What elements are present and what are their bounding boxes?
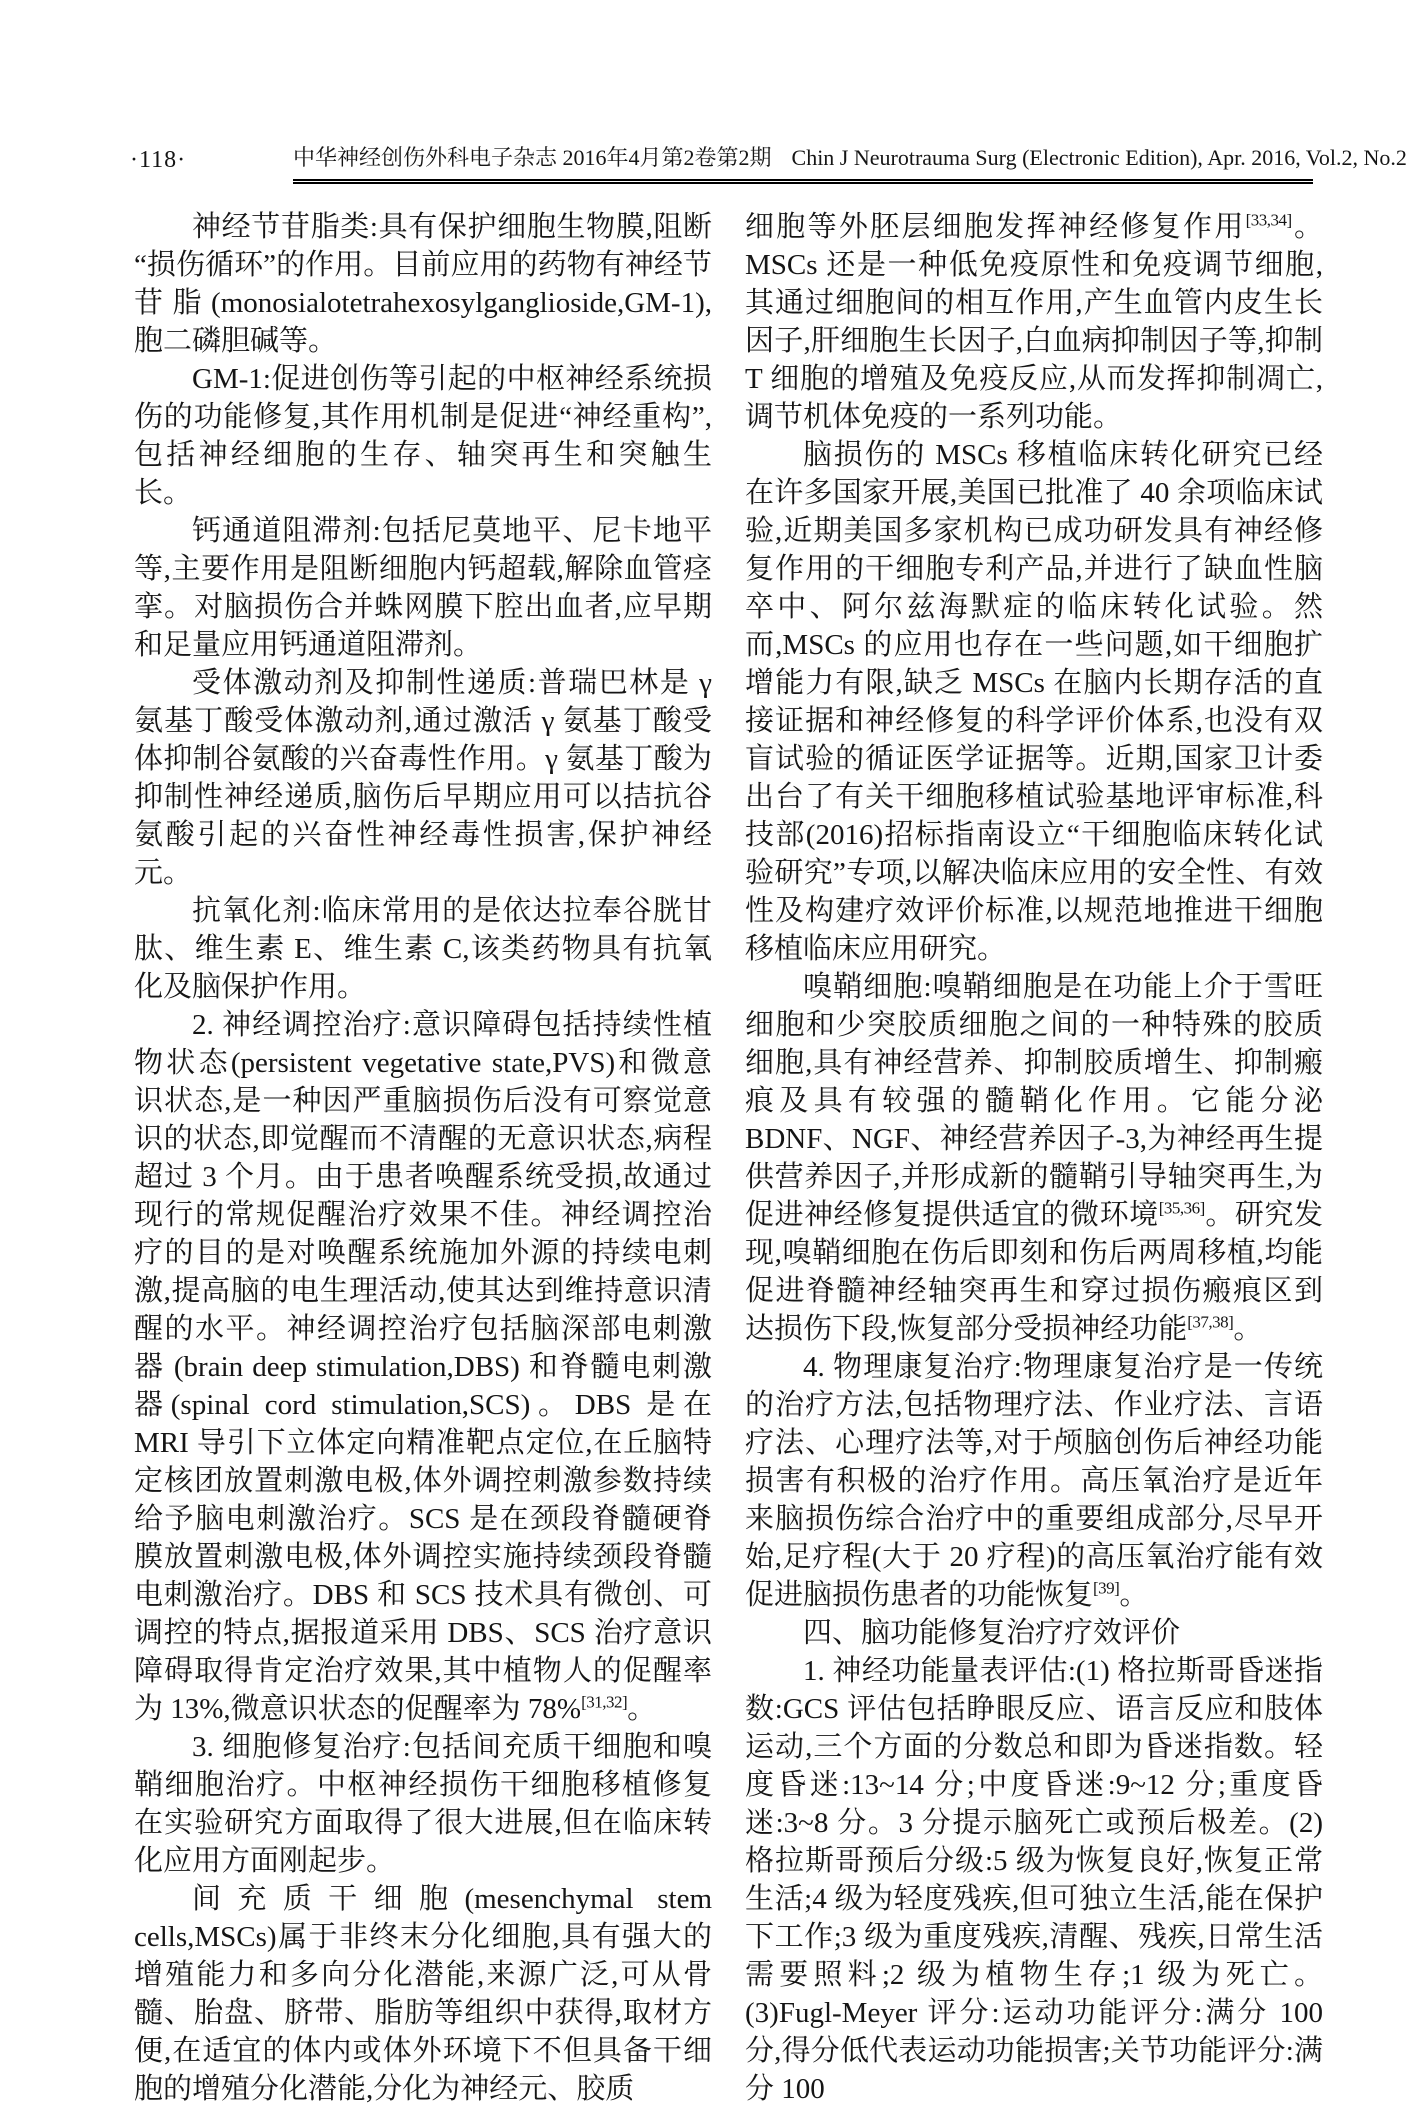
paragraph-calcium-blockers: 钙通道阻滞剂:包括尼莫地平、尼卡地平等,主要作用是阻断细胞内钙超载,解除血管痉挛。对脑损伤合并蛛网膜下腔出血者,应早期和足量应用钙通道阻滞剂。 [134,515,712,661]
text-column-left [134,208,712,2108]
running-header [293,141,1407,184]
citation-reference: [31,32] [581,1692,628,1712]
paragraph-mscs-clinical: 脑损伤的 MSCs 移植临床转化研究已经在许多国家开展,美国已批准了 40 余项临床试验,近期美国多家机构已成功研发具有神经修复作用的干细胞专利产品,并进行了缺血性脑卒中、阿尔兹海默症的临床转化试验。然而,MSCs 的应用也存在一些问题,如干细胞扩增能力有限,缺乏 MSCs 在脑内长期存活的直接证据和神经修复的科学评价体系,也没有双盲试验的循证医学证据等。近期,国家卫计委出台了有关干细胞移植试验基地评审标准,科技部(2016)招标指南设立“干细胞临床转化试验研究”专项,以解决临床应用的安全性、有效性及构建疗效评价标准,以规范地推进干细胞移植临床应用研究。 [745,439,1323,965]
page-number: ·118· [130,147,187,173]
citation-reference: [39] [1093,1578,1120,1598]
paragraph-mscs-part1: 间充质干细胞(mesenchymal stem cells,MSCs)属于非终末分化细胞,具有强大的增殖能力和多向分化潜能,来源广泛,可从骨髓、胎盘、脐带、脂肪等组织中获得,取材方便,在适宜的体内或体外环境下不但具备干细胞的增殖分化潜能,分化为神经元、胶质 [134,1883,712,2105]
paragraph-ganglioside: 神经节苷脂类:具有保护细胞生物膜,阻断“损伤循环”的作用。目前应用的药物有神经节苷脂(monosialotetrahexosylganglioside,GM-1),胞二磷胆碱等。 [134,211,712,357]
paragraph-receptor-agonists: 受体激动剂及抑制性递质:普瑞巴林是 γ 氨基丁酸受体激动剂,通过激活 γ 氨基丁酸受体抑制谷氨酸的兴奋毒性作用。γ 氨基丁酸为抑制性神经递质,脑伤后早期应用可以拮抗谷氨酸引起的兴奋性神经毒性损害,保护神经元。 [134,667,712,889]
paragraph-scale-assessment: 1. 神经功能量表评估:(1) 格拉斯哥昏迷指数:GCS 评估包括睁眼反应、语言反应和肢体运动,三个方面的分数总和即为昏迷指数。轻度昏迷:13~14 分;中度昏迷:9~12 分;重度昏迷:3~8 分。3 分提示脑死亡或预后极差。(2)格拉斯哥预后分级:5 级为恢复良好,恢复正常生活;4 级为轻度残疾,但可独立生活,能在保护下工作;3 级为重度残疾,清醒、残疾,日常生活需要照料;2 级为植物生存;1 级为死亡。(3)Fugl-Meyer 评分:运动功能评分:满分 100 分,得分低代表运动功能损害;关节功能评分:满分 100 [745,1655,1323,2105]
paragraph-antioxidants: 抗氧化剂:临床常用的是依达拉奉谷胱甘肽、维生素 E、维生素 C,该类药物具有抗氧化及脑保护作用。 [134,895,712,1003]
paragraph-cell-repair: 3. 细胞修复治疗:包括间充质干细胞和嗅鞘细胞治疗。中枢神经损伤干细胞移植修复在实验研究方面取得了很大进展,但在临床转化应用方面刚起步。 [134,1731,712,1877]
paragraph-physical-rehab: 4. 物理康复治疗:物理康复治疗是一传统的治疗方法,包括物理疗法、作业疗法、言语疗法、心理疗法等,对于颅脑创伤后神经功能损害有积极的治疗作用。高压氧治疗是近年来脑损伤综合治疗中的重要组成部分,尽早开始,足疗程(大于 20 疗程)的高压氧治疗能有效促进脑损伤患者的功能恢复[39]。 [745,1351,1323,1611]
paragraph-gm1: GM-1:促进创伤等引起的中枢神经系统损伤的功能修复,其作用机制是促进“神经重构”,包括神经细胞的生存、轴突再生和突触生长。 [134,363,712,509]
section-heading-evaluation: 四、脑功能修复治疗疗效评价 [803,1617,1181,1649]
journal-title-en: Chin J Neurotrauma Surg (Electronic Edition), Apr. 2016, Vol.2, No.2 [791,145,1407,170]
paragraph-mscs-part2: 细胞等外胚层细胞发挥神经修复作用[33,34]。MSCs 还是一种低免疫原性和免疫调节细胞,其通过细胞间的相互作用,产生血管内皮生长因子,肝细胞生长因子,白血病抑制因子等,抑制 T 细胞的增殖及免疫反应,从而发挥抑制凋亡,调节机体免疫的一系列功能。 [745,210,1323,433]
journal-title-cn: 中华神经创伤外科电子杂志 2016年4月第2卷第2期 [293,145,772,170]
paragraph-olfactory-ensheathing-cells: 嗅鞘细胞:嗅鞘细胞是在功能上介于雪旺细胞和少突胶质细胞之间的一种特殊的胶质细胞,具有神经营养、抑制胶质增生、抑制瘢痕及具有较强的髓鞘化作用。它能分泌 BDNF、NGF、神经营养因子-3,为神经再生提供营养因子,并形成新的髓鞘引导轴突再生,为促进神经修复提供适宜的微环境[35,36]。研究发现,嗅鞘细胞在伤后即刻和伤后两周移植,均能促进脊髓神经轴突再生和穿过损伤瘢痕区到达损伤下段,恢复部分受损神经功能[37,38]。 [745,971,1323,1345]
citation-reference: [33,34] [1245,210,1292,230]
paragraph-neuromodulation: 2. 神经调控治疗:意识障碍包括持续性植物状态(persistent vegetative state,PVS)和微意识状态,是一种因严重脑损伤后没有可察觉意识的状态,即觉醒而不清醒的无意识状态,病程超过 3 个月。由于患者唤醒系统受损,故通过现行的常规促醒治疗效果不佳。神经调控治疗的目的是对唤醒系统施加外源的持续电刺激,提高脑的电生理活动,使其达到维持意识清醒的水平。神经调控治疗包括脑深部电刺激器 (brain deep stimulation,DBS) 和脊髓电刺激器(spinal cord stimulation,SCS)。DBS 是在 MRI 导引下立体定向精准靶点定位,在丘脑特定核团放置刺激电极,体外调控刺激参数持续给予脑电刺激治疗。SCS 是在颈段脊髓硬脊膜放置刺激电极,体外调控实施持续颈段脊髓电刺激治疗。DBS 和 SCS 技术具有微创、可调控的特点,据报道采用 DBS、SCS 治疗意识障碍取得肯定治疗效果,其中植物人的促醒率为 13%,微意识状态的促醒率为 78%[31,32]。 [134,1009,712,1725]
citation-reference: [35,36] [1158,1198,1205,1218]
citation-reference: [37,38] [1187,1312,1234,1332]
text-column-right [745,208,1323,2108]
